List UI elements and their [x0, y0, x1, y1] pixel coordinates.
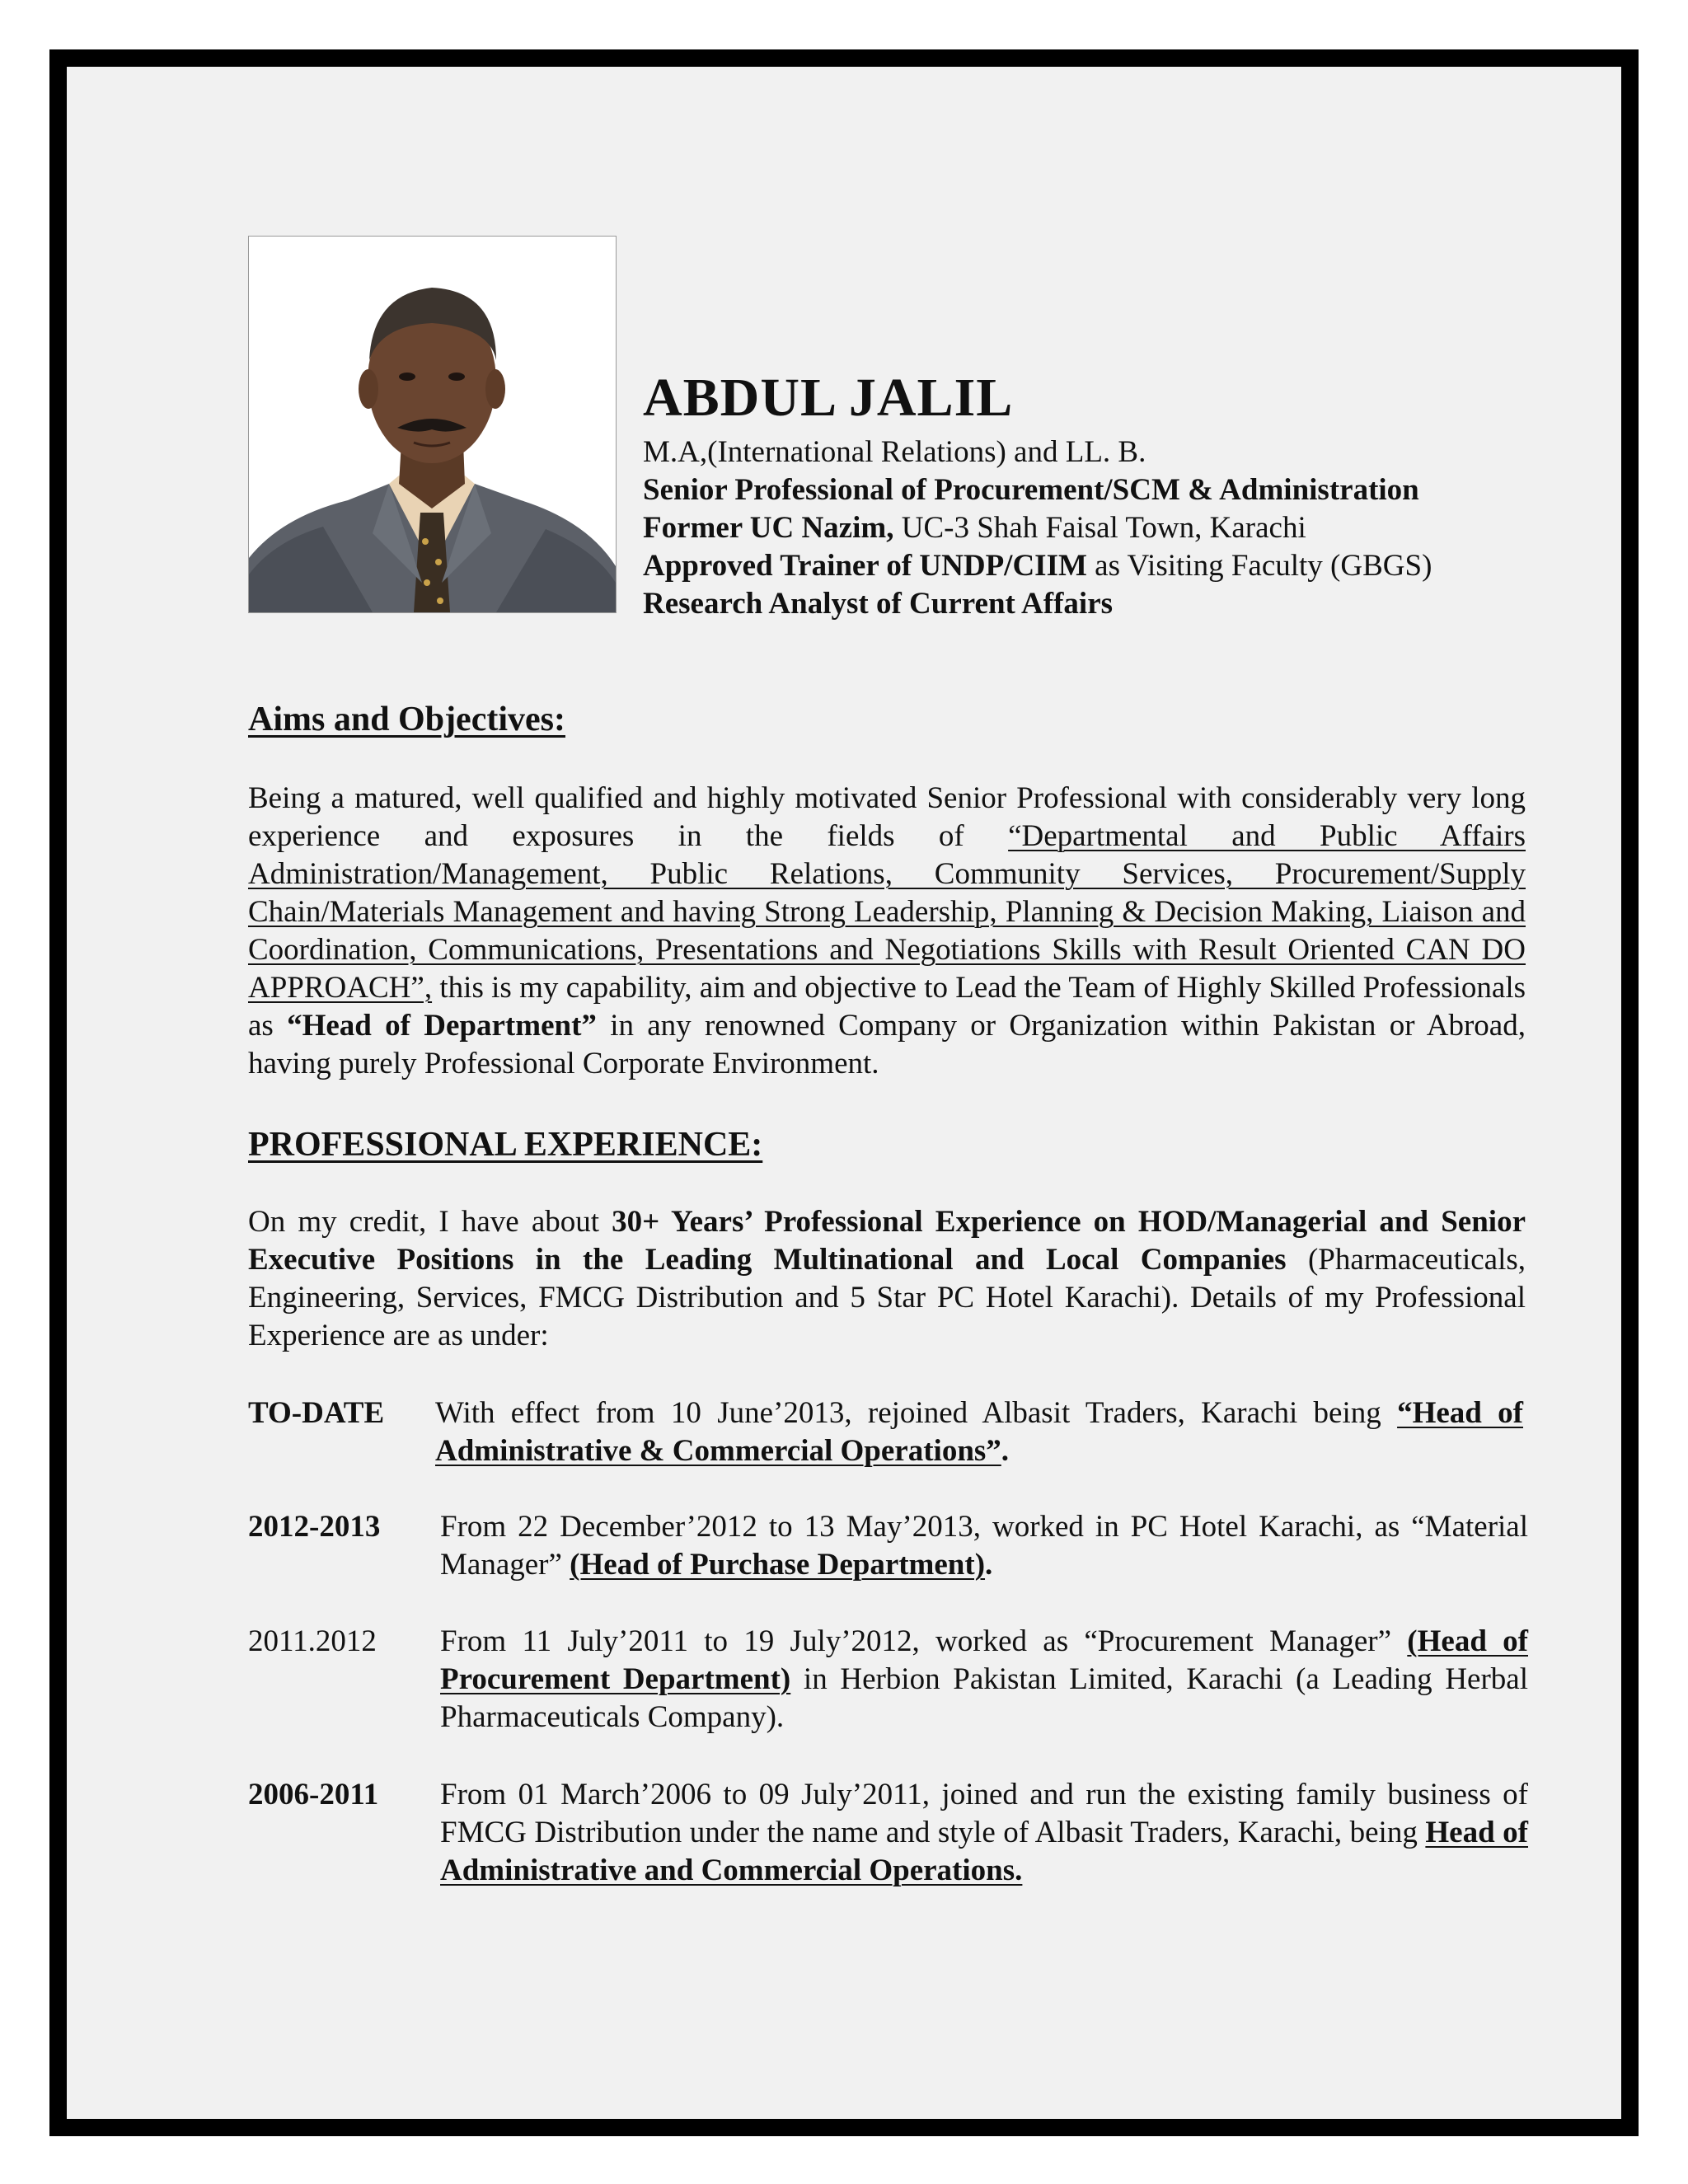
experience-text: With effect from 10 June’2013, rejoined Albasit Traders, Karachi being: [435, 1396, 1398, 1430]
former-nazim-detail: UC-3 Shah Faisal Town, Karachi: [893, 511, 1306, 545]
experience-text-end: in Herbion Pakistan Limited, Karachi (a Leading Herbal Pharmaceuticals Company).: [440, 1662, 1528, 1734]
experience-intro: [248, 1203, 1526, 1355]
experience-description: [440, 1776, 1528, 1890]
experience-role: Head of Administrative and Commercial Operations.: [440, 1816, 1529, 1887]
experience-role: “Head of Administrative & Commercial Operations”: [435, 1396, 1523, 1468]
experience-description: [440, 1508, 1528, 1584]
experience-period: 2006-2011: [248, 1778, 379, 1811]
experience-role: (Head of Purchase Department): [570, 1548, 986, 1582]
experience-description: [440, 1623, 1528, 1736]
analyst-line: Research Analyst of Current Affairs: [643, 587, 1114, 621]
candidate-name: ABDUL JALIL: [643, 368, 1014, 428]
former-nazim-line: [643, 509, 1558, 547]
title-line: Senior Professional of Procurement/SCM & Administration: [643, 473, 1419, 507]
header-block: [643, 363, 1558, 623]
experience-text: From 01 March’2006 to 09 July’2011, joined and run the existing family business of FMCG Distribution under the name and style of Albasit Traders, Karachi, being: [440, 1778, 1528, 1849]
aims-middle: this is my capability, aim and objective to Lead the Team of Highly Skilled Professionals as: [248, 971, 1526, 1043]
aims-head-of-department: “Head of Department”: [287, 1009, 597, 1043]
experience-text: From 11 July’2011 to 19 July’2012, worked as “Procurement Manager”: [440, 1624, 1408, 1658]
experience-period: 2012-2013: [248, 1510, 381, 1544]
portrait-illustration: [249, 237, 616, 612]
experience-intro-bold: 30+ Years’ Professional Experience on HOD/Managerial and Senior Executive Positions in the Leading Multinational and Local Companies: [248, 1205, 1526, 1277]
experience-role: (Head of Procurement Department): [440, 1624, 1528, 1696]
experience-text-end: .: [1001, 1434, 1010, 1468]
trainer-detail: as Visiting Faculty (GBGS): [1086, 549, 1432, 583]
experience-intro-post: (Pharmaceuticals, Engineering, Services, FMCG Distribution and 5 Star PC Hotel Karachi). Details of my Professional Experience are as under:: [248, 1243, 1526, 1352]
experience-heading: PROFESSIONAL EXPERIENCE:: [248, 1126, 763, 1164]
experience-period: 2011.2012: [248, 1624, 377, 1658]
trainer-line: [643, 547, 1558, 585]
aims-intro: Being a matured, well qualified and highly motivated Senior Professional with considerably very long experience and exposures in the fields of: [248, 781, 1526, 853]
experience-text-end: .: [985, 1548, 993, 1582]
trainer-label: Approved Trainer of UNDP/CIIM: [643, 549, 1087, 583]
aims-end: in any renowned Company or Organization within Pakistan or Abroad, having purely Professional Corporate Environment.: [248, 1009, 1526, 1080]
aims-underlined-skills: “Departmental and Public Affairs Administration/Management, Public Relations, Community Services, Procurement/Supply Chain/Materials Management and having Strong Leadership, Planning & Decision Making, Liaison and Coordination, Communications, Presentations and Negotiations Skills with Result Oriented CAN DO APPROACH”,: [248, 819, 1526, 1005]
experience-intro-pre: On my credit, I have about: [248, 1205, 612, 1239]
degree-line: M.A,(International Relations) and LL. B.: [643, 435, 1146, 469]
experience-period: TO-DATE: [248, 1396, 385, 1430]
profile-photo: [248, 236, 617, 613]
former-nazim-label: Former UC Nazim,: [643, 511, 894, 545]
aims-paragraph: [248, 780, 1526, 1083]
experience-text: From 22 December’2012 to 13 May’2013, worked in PC Hotel Karachi, as “Material Manager”: [440, 1510, 1528, 1582]
experience-description: [435, 1394, 1523, 1470]
aims-heading: Aims and Objectives:: [248, 701, 565, 738]
